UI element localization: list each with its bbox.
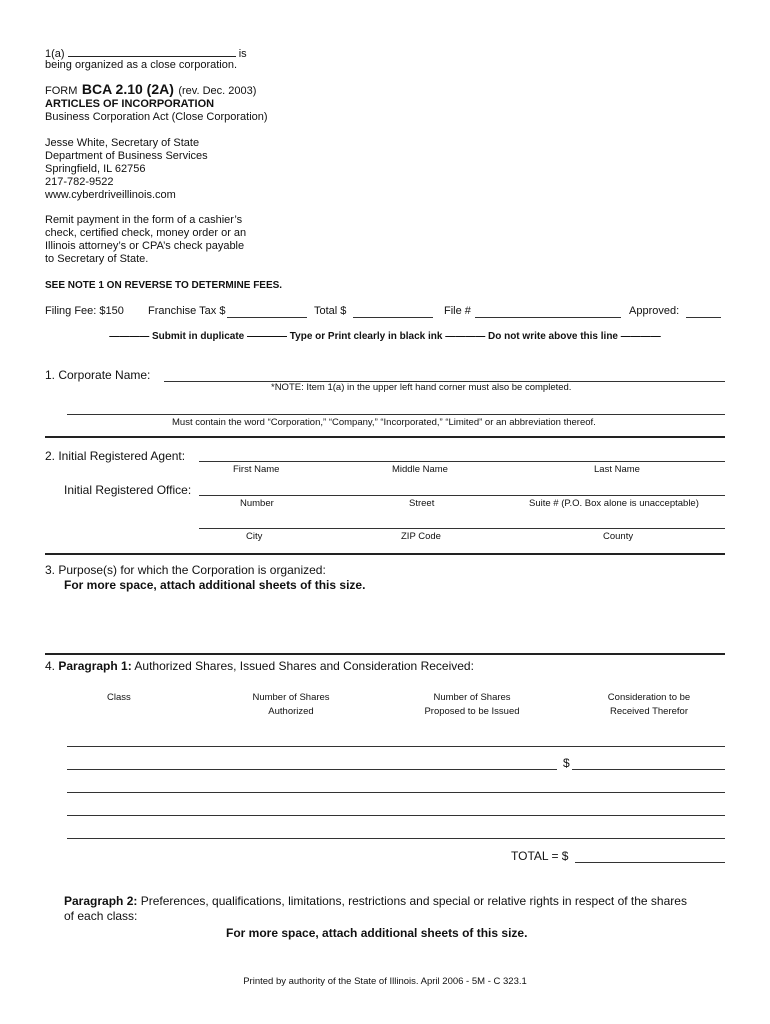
- corporate-name-label: 1. Corporate Name:: [45, 368, 151, 382]
- registered-office-line: [199, 495, 725, 496]
- corporate-name-line-2: [67, 414, 725, 415]
- form-prefix: FORM: [45, 85, 78, 97]
- registered-office-label: Initial Registered Office:: [64, 483, 192, 497]
- remit-line-3: Illinois attorney’s or CPA’s check payable: [45, 240, 245, 252]
- col-consideration-1: Consideration to be: [607, 692, 691, 703]
- franchise-tax-line: [227, 317, 307, 318]
- agent-last-name-caption: Last Name: [594, 464, 640, 475]
- file-no-field[interactable]: [476, 304, 620, 316]
- file-no-label: File #: [444, 305, 471, 317]
- shares-row-2: [67, 769, 557, 770]
- office-county-caption: County: [603, 531, 634, 542]
- divider-1: [45, 436, 725, 438]
- item-1a-line2: being organized as a close corporation.: [45, 59, 238, 71]
- shares-row-1-field[interactable]: [69, 732, 723, 745]
- approved-field[interactable]: [687, 304, 720, 316]
- col-issued-2: Proposed to be Issued: [424, 706, 520, 717]
- paragraph-2-bold: Paragraph 2:: [64, 894, 138, 908]
- shares-row-1: [67, 746, 725, 747]
- purpose-field[interactable]: [64, 596, 724, 648]
- agent-first-name-caption: First Name: [233, 464, 280, 475]
- corporate-name-field[interactable]: [166, 367, 722, 380]
- total-field[interactable]: [354, 304, 432, 316]
- franchise-tax-label: Franchise Tax $: [148, 305, 226, 317]
- item-1a-prefix: 1(a): [45, 48, 65, 60]
- shares-row-2-field[interactable]: [69, 755, 555, 768]
- office-street-caption: Street: [409, 498, 435, 509]
- paragraph-2-more-space: For more space, attach additional sheets of this size.: [226, 926, 528, 940]
- office-line-1: Jesse White, Secretary of State: [45, 137, 200, 149]
- office-line-3: Springfield, IL 62756: [45, 163, 146, 175]
- registered-agent-line: [199, 461, 725, 462]
- remit-line-4: to Secretary of State.: [45, 253, 149, 265]
- remit-line-1: Remit payment in the form of a cashier’s: [45, 214, 243, 226]
- form-title: ARTICLES OF INCORPORATION: [45, 98, 215, 110]
- shares-dollar-sign: $: [563, 756, 570, 770]
- approved-line: [686, 317, 721, 318]
- office-line-2: Department of Business Services: [45, 150, 208, 162]
- corporate-name-field-2[interactable]: [69, 400, 723, 413]
- remit-line-2: check, certified check, money order or an: [45, 227, 247, 239]
- item-1a-suffix: is: [238, 48, 247, 60]
- file-no-line: [475, 317, 621, 318]
- form-subtitle: Business Corporation Act (Close Corporation): [45, 111, 268, 123]
- paragraph-1-heading: [45, 660, 474, 673]
- office-city-field[interactable]: [201, 514, 723, 527]
- fees-note: SEE NOTE 1 ON REVERSE TO DETERMINE FEES.: [45, 280, 283, 291]
- total-label: Total $: [314, 305, 347, 317]
- shares-row-4-field[interactable]: [69, 801, 723, 814]
- col-class: Class: [107, 692, 131, 703]
- office-line-5: www.cyberdriveillinois.com: [45, 189, 176, 201]
- office-line-4: 217-782-9522: [45, 176, 114, 188]
- form-id: [45, 81, 256, 99]
- form-rev: (rev. Dec. 2003): [178, 85, 257, 97]
- filing-fee-label: Filing Fee: $150: [45, 305, 124, 317]
- approved-label: Approved:: [629, 305, 680, 317]
- col-issued-1: Number of Shares: [433, 692, 511, 703]
- paragraph-1-text: Authorized Shares, Issued Shares and Consideration Received:: [131, 659, 474, 673]
- col-authorized-1: Number of Shares: [252, 692, 330, 703]
- total-line: [353, 317, 433, 318]
- registered-office-field[interactable]: [201, 481, 723, 494]
- instructions-banner: ———— Submit in duplicate ———— Type or Print clearly in black ink ———— Do not write above this line ————: [109, 331, 661, 342]
- shares-row-4: [67, 815, 725, 816]
- shares-amount-field[interactable]: [574, 755, 723, 768]
- corporate-name-requirement: Must contain the word “Corporation,” “Company,” “Incorporated,” “Limited” or an abbreviation thereof.: [172, 417, 596, 428]
- agent-middle-name-caption: Middle Name: [392, 464, 448, 475]
- total-shares-line: [575, 862, 725, 863]
- corporate-name-note: *NOTE: Item 1(a) in the upper left hand corner must also be completed.: [271, 382, 572, 393]
- shares-row-3: [67, 792, 725, 793]
- col-authorized-2: Authorized: [268, 706, 314, 717]
- divider-3: [45, 653, 725, 655]
- registered-agent-field[interactable]: [201, 447, 723, 460]
- shares-row-5: [67, 838, 725, 839]
- franchise-tax-field[interactable]: [228, 304, 306, 316]
- section-4-number: 4.: [45, 659, 56, 673]
- office-suite-caption: Suite # (P.O. Box alone is unacceptable): [529, 498, 699, 509]
- paragraph-2-line-2: of each class:: [64, 909, 138, 923]
- registered-agent-label: 2. Initial Registered Agent:: [45, 449, 186, 463]
- footer-print-authority: Printed by authority of the State of Illinois. April 2006 - 5M - C 323.1: [243, 976, 527, 987]
- office-city-caption: City: [246, 531, 263, 542]
- form-number: BCA 2.10 (2A): [81, 81, 174, 97]
- shares-row-2-amount-line: [572, 769, 725, 770]
- paragraph-1-bold: Paragraph 1:: [58, 659, 132, 673]
- shares-row-5-field[interactable]: [69, 824, 723, 837]
- office-number-caption: Number: [240, 498, 274, 509]
- col-consideration-2: Received Therefor: [610, 706, 688, 717]
- total-shares-label: TOTAL = $: [511, 849, 569, 863]
- office-city-line: [199, 528, 725, 529]
- purpose-label: 3. Purpose(s) for which the Corporation is organized:: [45, 563, 326, 577]
- total-shares-field[interactable]: [577, 848, 723, 861]
- item-1a-name-field[interactable]: [76, 44, 242, 56]
- purpose-more-space: For more space, attach additional sheets of this size.: [64, 578, 366, 592]
- office-zip-caption: ZIP Code: [401, 531, 441, 542]
- paragraph-2-line-1: [64, 895, 687, 908]
- divider-2: [45, 553, 725, 555]
- paragraph-2-text: Preferences, qualifications, limitations, restrictions and special or relative rights in respect of the shares: [137, 894, 687, 908]
- shares-row-3-field[interactable]: [69, 778, 723, 791]
